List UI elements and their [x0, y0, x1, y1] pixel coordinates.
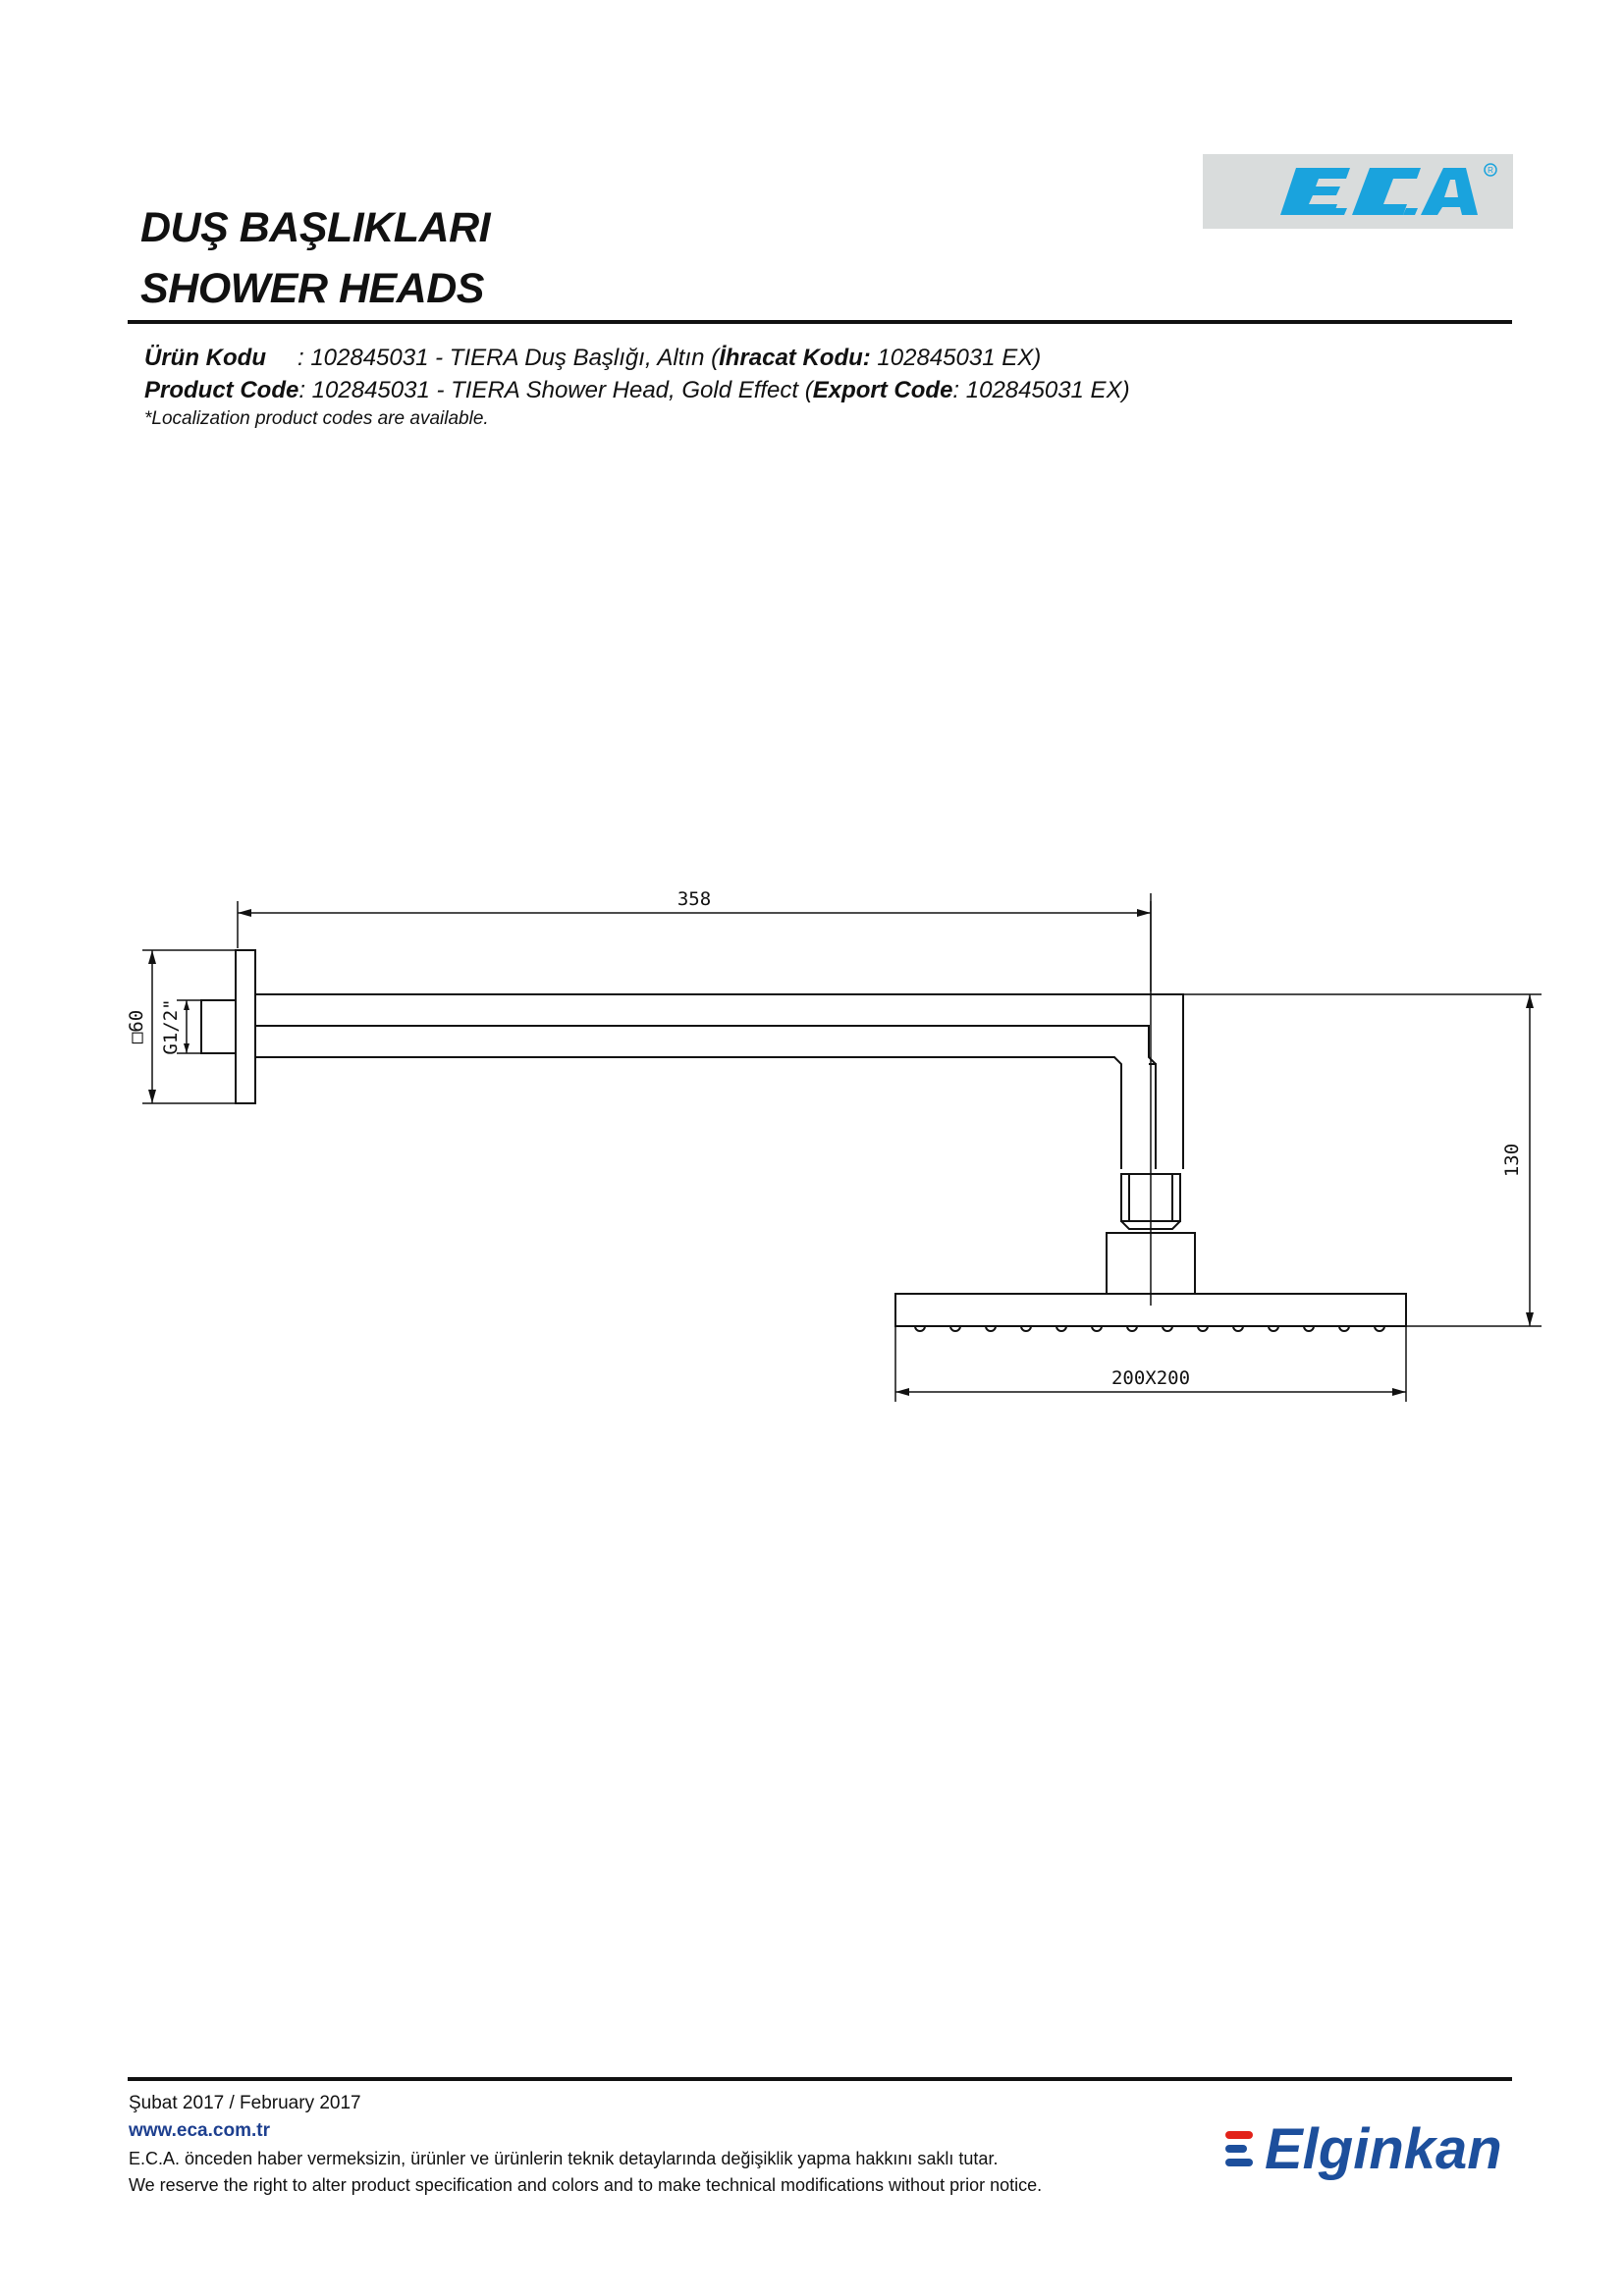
dim-length-label: 358 [677, 888, 712, 910]
footer-date: Şubat 2017 / February 2017 [129, 2093, 361, 2113]
footer-disclaimer-en: We reserve the right to alter product specification and colors and to make technical modifications without prior notice. [129, 2175, 1043, 2195]
page-title-en: SHOWER HEADS [140, 265, 484, 312]
elginkan-logo [1225, 2114, 1502, 2183]
product-code-en-label: Product Code [144, 377, 299, 403]
product-code-en-value: : 102845031 - TIERA Shower Head, Gold Effect ( [298, 377, 813, 403]
footer-divider [128, 2077, 1512, 2081]
svg-text:R: R [1488, 166, 1493, 175]
technical-drawing [0, 864, 1624, 1414]
product-code-tr [144, 345, 1041, 372]
elginkan-logo-text: Elginkan [1265, 2116, 1502, 2181]
wall-flange [236, 950, 255, 1103]
product-code-en [144, 377, 1130, 404]
elginkan-mark-icon [1225, 2127, 1253, 2170]
product-code-tr-value: : 102845031 - TIERA Duş Başlığı, Altın ( [297, 345, 720, 371]
export-code-en-value: : 102845031 EX) [952, 377, 1130, 403]
dim-flange-label: □60 [126, 1009, 147, 1044]
footer-website-link[interactable]: www.eca.com.tr [129, 2120, 270, 2141]
eca-logo-mark [1203, 154, 1513, 229]
shower-arm-inner [255, 1057, 1121, 1169]
drawing-lines [201, 893, 1406, 1326]
export-code-en-label: Export Code [812, 377, 953, 403]
dim-thread-label: G1/2" [160, 998, 182, 1055]
eca-logo [1203, 154, 1513, 229]
shower-arm-outer [255, 994, 1183, 1169]
export-code-tr-value: 102845031 EX) [870, 345, 1042, 371]
page-title-tr: DUŞ BAŞLIKLARI [140, 204, 491, 251]
footer-disclaimer-tr: E.C.A. önceden haber vermeksizin, ürünler ve ürünlerin teknik detaylarında değişiklik yapma hakkını saklı tutar. [129, 2149, 999, 2168]
export-code-tr-label: İhracat Kodu: [719, 345, 871, 371]
localization-note: *Localization product codes are available. [144, 408, 489, 429]
thread-connector [201, 1000, 236, 1053]
header-divider [128, 320, 1512, 324]
dim-head-label: 200X200 [1110, 1367, 1191, 1389]
dim-height-label: 130 [1501, 1143, 1523, 1178]
product-code-tr-label: Ürün Kodu [144, 345, 266, 371]
